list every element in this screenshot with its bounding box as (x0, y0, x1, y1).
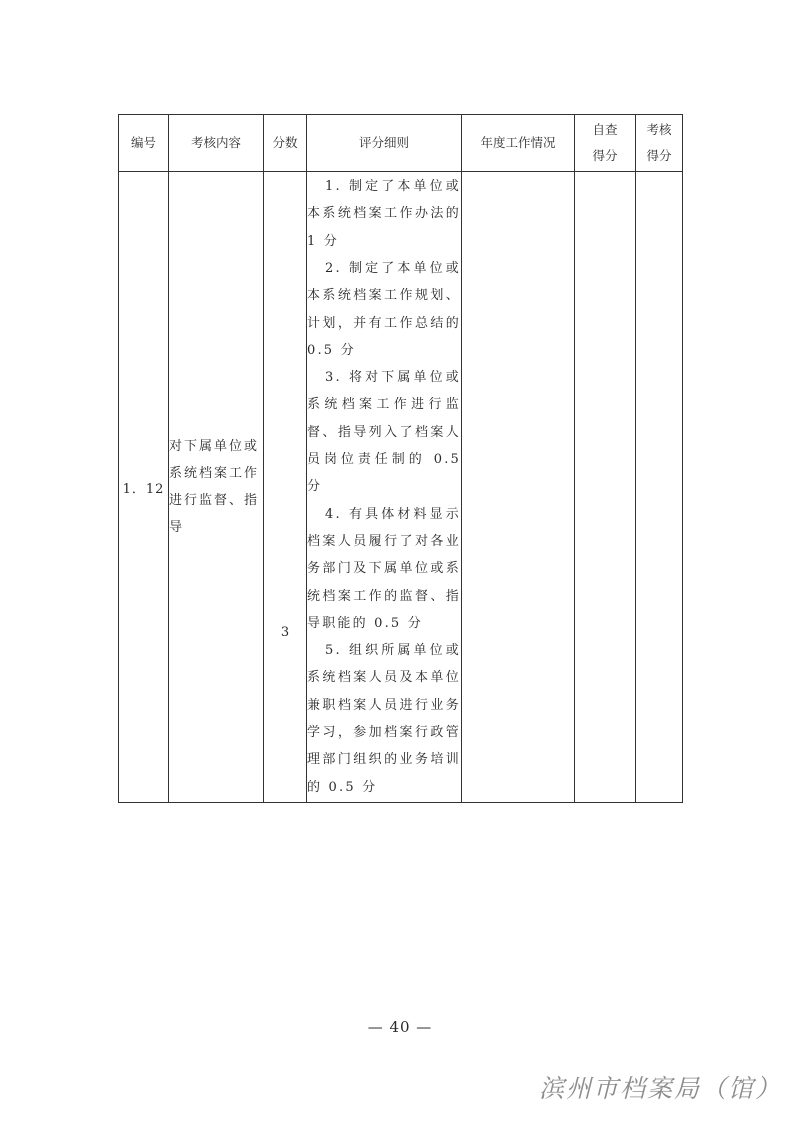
header-annual-work: 年度工作情况 (462, 115, 575, 172)
criteria-item-2: 2. 制定了本单位或本系统档案工作规划、计划，并有工作总结的 0.5 分 (307, 260, 461, 358)
row-criteria (307, 172, 462, 803)
criteria-item-1: 1. 制定了本单位或本系统档案工作办法的 1 分 (307, 179, 461, 249)
criteria-item-4: 4. 有具体材料显示档案人员履行了对各业务部门及下属单位或系统档案工作的监督、指导职能的 0.5 分 (307, 506, 461, 631)
page-number: — 40 — (367, 1018, 433, 1036)
header-self-check (575, 115, 636, 172)
table-row (119, 172, 683, 803)
header-assessment-line2: 得分 (646, 148, 672, 163)
header-assessment (636, 115, 683, 172)
row-annual-work (462, 172, 575, 803)
table-header-row (119, 115, 683, 172)
assessment-table (118, 114, 683, 803)
header-assessment-line1: 考核 (646, 122, 672, 137)
header-criteria: 评分细则 (307, 115, 462, 172)
header-score: 分数 (264, 115, 307, 172)
criteria-item-3: 3. 将对下属单位或系统档案工作进行监督、指导列入了档案人员岗位责任制的 0.5 分 (307, 370, 461, 495)
header-content: 考核内容 (169, 115, 264, 172)
criteria-item-5: 5. 组织所属单位或系统档案人员及本单位兼职档案人员进行业务学习，参加档案行政管理部门组织的业务培训的 0.5 分 (307, 643, 461, 795)
header-self-check-line1: 自查 (592, 122, 618, 137)
row-score: 3 (280, 624, 290, 640)
row-number: 1．12 (119, 172, 169, 803)
row-self-score (575, 172, 636, 803)
header-self-check-line2: 得分 (592, 148, 618, 163)
row-score-cell (264, 172, 307, 803)
watermark: 滨州市档案局（馆） (538, 1074, 782, 1103)
row-assessment-score (636, 172, 683, 803)
header-no: 编号 (119, 115, 169, 172)
row-content: 对下属单位或系统档案工作进行监督、指导 (169, 172, 264, 803)
